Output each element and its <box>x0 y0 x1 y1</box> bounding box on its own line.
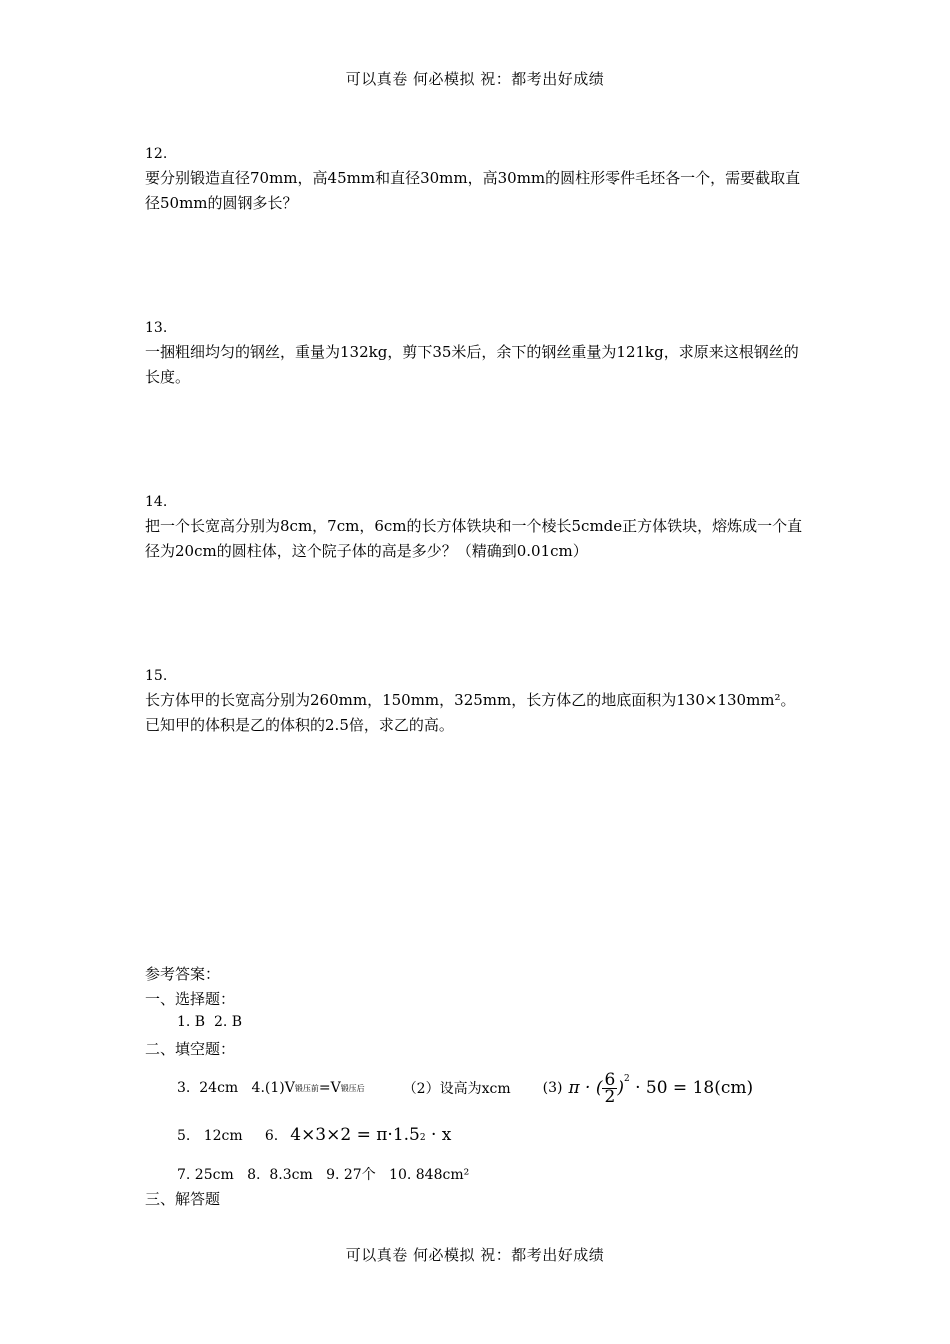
answers-math-6-sup: 2 <box>419 1133 426 1143</box>
answers-math-close: ) <box>617 1078 624 1098</box>
answers-eq: =V <box>318 1080 341 1096</box>
question-15-number: 15. <box>145 668 168 684</box>
answers-sub-before: 锻压前 <box>294 1083 319 1093</box>
question-13-number: 13. <box>145 320 168 336</box>
question-12-text: 要分别锻造直径70mm，高45mm和直径30mm，高30mm的圆柱形零件毛坯各一个，需要截取直径50mm的圆钢多长？ <box>145 169 801 212</box>
answers-fill-4-3-label: (3) <box>542 1080 563 1096</box>
question-13-text: 一捆粗细均匀的钢丝，重量为132kg，剪下35米后，余下的钢丝重量为121kg，求原来这根钢丝的长度。 <box>145 343 799 386</box>
question-14-text: 把一个长宽高分别为8cm，7cm，6cm的长方体铁块和一个棱长5cmde正方体铁块，熔炼成一个直径为20cm的圆柱体，这个院子体的高是多少？（精确到0.01cm） <box>145 517 803 560</box>
answers-fill-line-2 <box>177 1125 451 1145</box>
answers-fill-line-3: 7. 25cm 8. 8.3cm 9. 27个 10. 848cm² <box>177 1167 470 1183</box>
answers-choice-line: 1. B 2. B <box>177 1014 243 1030</box>
answers-frac-den: 2 <box>604 1086 616 1107</box>
answers-section-choice: 一、选择题： <box>145 990 236 1008</box>
answers-fraction <box>602 1069 617 1107</box>
page-header: 可以真卷 何必模拟 祝：都考出好成绩 <box>345 70 605 88</box>
answers-section-fill: 二、填空题： <box>145 1040 236 1058</box>
page-footer: 可以真卷 何必模拟 祝：都考出好成绩 <box>345 1246 605 1264</box>
answers-sub-after: 锻压后 <box>340 1083 365 1093</box>
question-15-text: 长方体甲的长宽高分别为260mm，150mm，325mm，长方体乙的地底面积为130×130mm²。已知甲的体积是乙的体积的2.5倍，求乙的高。 <box>145 691 796 734</box>
answers-fill-3-4: 3. 24cm 4.(1)V <box>177 1080 295 1096</box>
answers-section-solve: 三、解答题 <box>145 1190 221 1208</box>
answers-fill-4-2: （2）设高为xcm <box>402 1081 511 1097</box>
question-12-number: 12. <box>145 146 168 162</box>
answers-math-6-tail: · x <box>425 1125 452 1145</box>
answers-math-tail: · 50 = 18(cm) <box>629 1078 754 1098</box>
answers-math-pi: π · ( <box>568 1078 603 1098</box>
answers-math-6: 4×3×2 = π·1.5 <box>290 1125 420 1145</box>
answers-fill-line-1 <box>177 1068 753 1108</box>
question-14-number: 14. <box>145 494 168 510</box>
answers-fill-5-6: 5. 12cm 6. <box>177 1128 279 1144</box>
answers-math-sup: 2 <box>623 1074 630 1084</box>
answers-frac-num: 6 <box>604 1069 616 1090</box>
answers-title: 参考答案： <box>145 965 221 983</box>
